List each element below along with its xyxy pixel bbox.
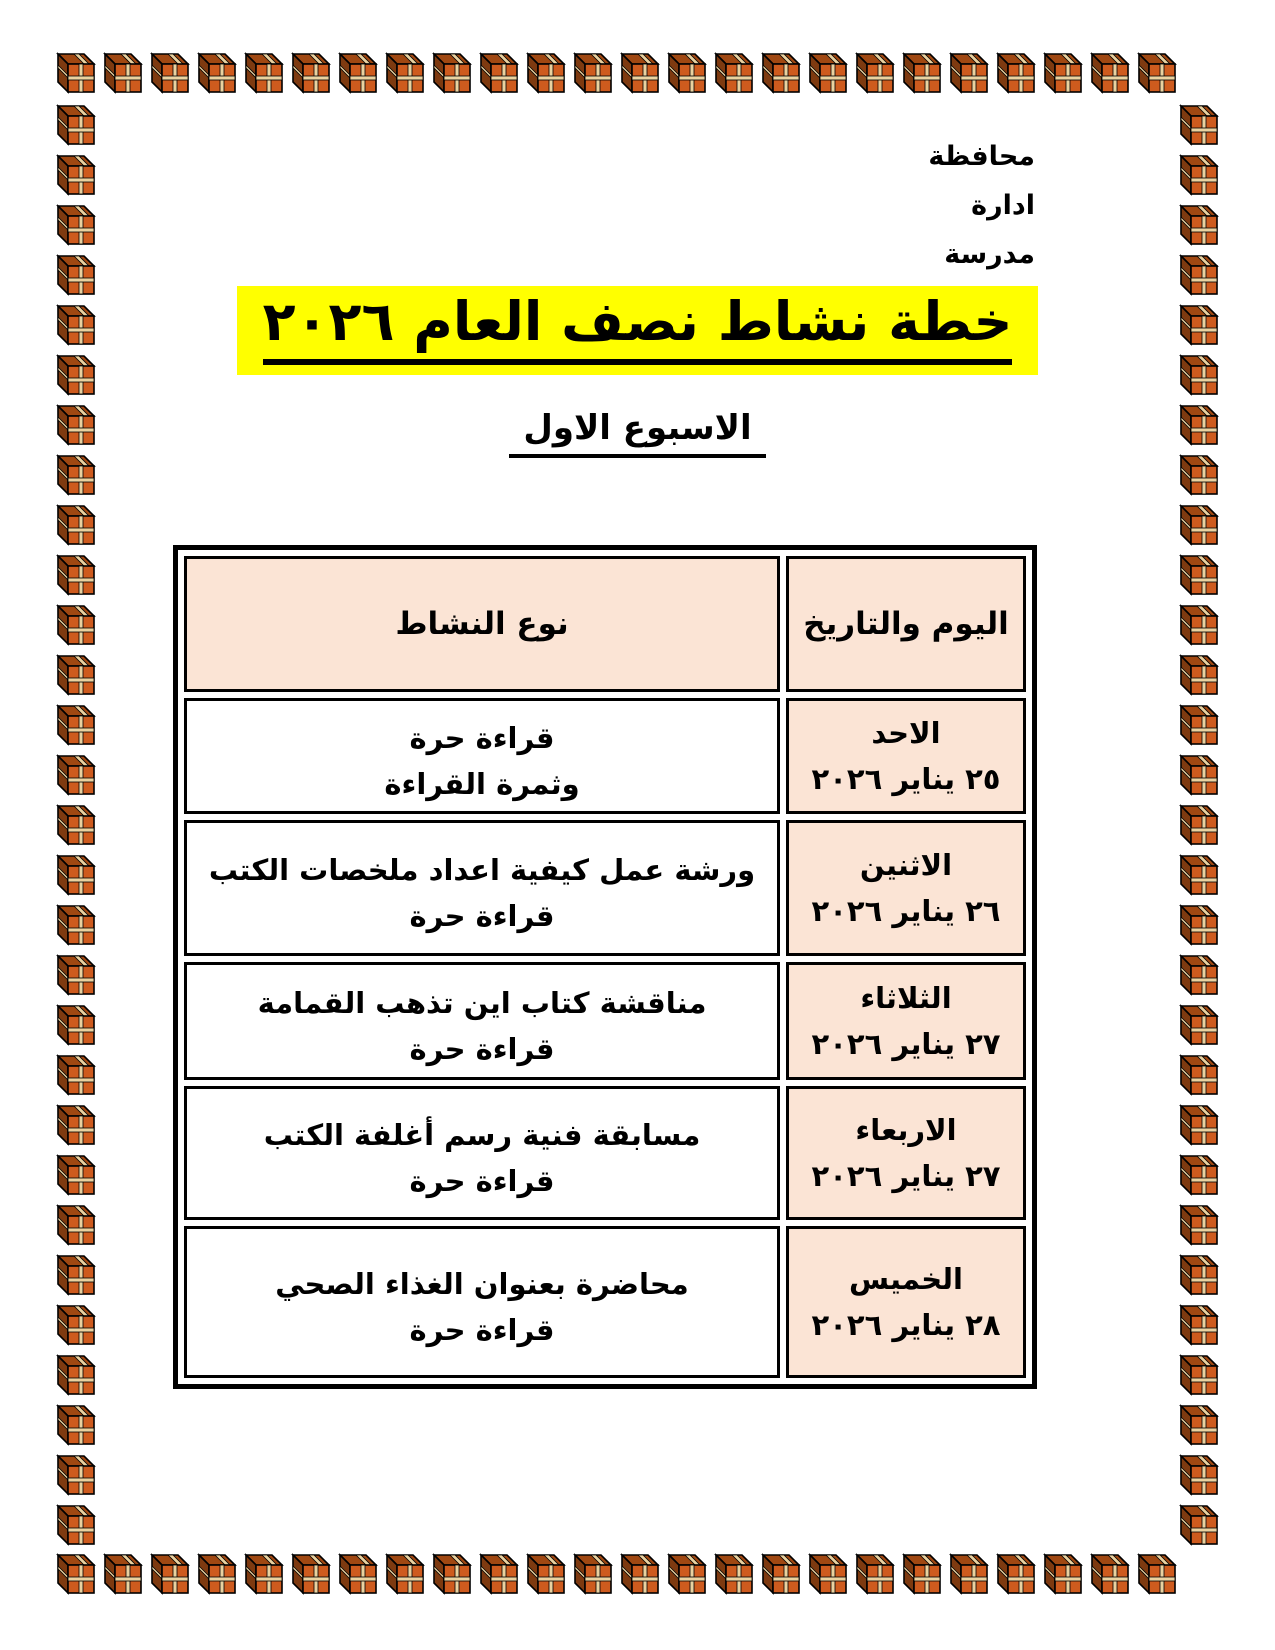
day-date: ٢٧ يناير ٢٠٢٦ xyxy=(811,1159,1001,1193)
day-date: ٢٧ يناير ٢٠٢٦ xyxy=(811,1027,1001,1061)
parcel-box-icon xyxy=(1178,1252,1220,1296)
parcel-box-icon xyxy=(1178,702,1220,746)
parcel-box-icon xyxy=(1178,1202,1220,1246)
activity-line: مسابقة فنية رسم أغلفة الكتب xyxy=(263,1118,701,1152)
parcel-box-icon xyxy=(572,1551,614,1595)
parcel-box-icon xyxy=(1178,1102,1220,1146)
parcel-box-icon xyxy=(55,1252,97,1296)
parcel-box-icon xyxy=(1178,752,1220,796)
parcel-box-icon xyxy=(55,702,97,746)
parcel-box-icon xyxy=(384,1551,426,1595)
parcel-box-icon xyxy=(1042,1551,1084,1595)
parcel-box-icon xyxy=(854,50,896,94)
parcel-box-icon xyxy=(572,50,614,94)
day-date-cell xyxy=(786,820,1026,956)
subtitle-row xyxy=(0,408,1275,458)
parcel-box-icon xyxy=(55,1002,97,1046)
parcel-box-icon xyxy=(901,50,943,94)
activity-line: قراءة حرة xyxy=(409,899,555,933)
day-date: ٢٥ يناير ٢٠٢٦ xyxy=(811,762,1001,796)
parcel-box-icon xyxy=(55,902,97,946)
parcel-box-icon xyxy=(55,1502,97,1546)
day-name: الثلاثاء xyxy=(860,981,952,1015)
org-line-school: مدرسة xyxy=(944,239,1035,270)
parcel-box-icon xyxy=(431,1551,473,1595)
parcel-box-icon xyxy=(713,1551,755,1595)
parcel-box-icon xyxy=(337,50,379,94)
activity-line: قراءة حرة xyxy=(409,1164,555,1198)
parcel-box-icon xyxy=(995,1551,1037,1595)
parcel-box-icon xyxy=(55,1352,97,1396)
parcel-box-icon xyxy=(619,1551,661,1595)
parcel-box-icon xyxy=(290,50,332,94)
parcel-box-icon xyxy=(713,50,755,94)
parcel-box-icon xyxy=(55,802,97,846)
parcel-box-icon xyxy=(55,1402,97,1446)
parcel-box-icon xyxy=(1178,1052,1220,1096)
parcel-box-icon xyxy=(149,1551,191,1595)
parcel-box-icon xyxy=(102,1551,144,1595)
activity-cell xyxy=(184,698,780,814)
parcel-box-icon xyxy=(478,1551,520,1595)
parcel-box-icon xyxy=(55,752,97,796)
parcel-box-icon xyxy=(55,1302,97,1346)
activity-cell xyxy=(184,1086,780,1220)
parcel-box-icon xyxy=(1042,50,1084,94)
parcel-box-icon xyxy=(1178,1302,1220,1346)
parcel-box-icon xyxy=(1178,452,1220,496)
parcel-box-icon xyxy=(55,1152,97,1196)
activity-line: ورشة عمل كيفية اعداد ملخصات الكتب xyxy=(208,853,756,887)
parcel-box-icon xyxy=(149,50,191,94)
table-row xyxy=(184,698,1026,814)
parcel-box-icon xyxy=(55,852,97,896)
parcel-box-icon xyxy=(1136,1551,1178,1595)
parcel-box-icon xyxy=(666,50,708,94)
parcel-box-icon xyxy=(478,50,520,94)
header-day-date: اليوم والتاريخ xyxy=(786,556,1026,692)
org-line-governorate: محافظة xyxy=(928,141,1035,172)
parcel-box-icon xyxy=(1178,902,1220,946)
org-header-block xyxy=(928,132,1035,279)
day-date: ٢٦ يناير ٢٠٢٦ xyxy=(811,894,1001,928)
day-date-cell xyxy=(786,962,1026,1080)
parcel-box-icon xyxy=(1178,552,1220,596)
parcel-box-icon xyxy=(243,1551,285,1595)
parcel-box-icon xyxy=(55,1551,97,1595)
parcel-box-icon xyxy=(55,102,97,146)
parcel-box-icon xyxy=(1178,952,1220,996)
parcel-box-icon xyxy=(1178,1152,1220,1196)
parcel-box-icon xyxy=(901,1551,943,1595)
parcel-box-icon xyxy=(619,50,661,94)
parcel-box-icon xyxy=(995,50,1037,94)
parcel-box-icon xyxy=(948,50,990,94)
parcel-box-icon xyxy=(55,602,97,646)
table-header-row xyxy=(184,556,1026,692)
parcel-box-icon xyxy=(525,50,567,94)
parcel-box-icon xyxy=(1178,1002,1220,1046)
parcel-box-icon xyxy=(1178,852,1220,896)
org-line-administration: ادارة xyxy=(971,190,1035,221)
parcel-box-icon xyxy=(1178,152,1220,196)
parcel-box-icon xyxy=(807,1551,849,1595)
parcel-box-icon xyxy=(807,50,849,94)
parcel-box-icon xyxy=(1089,1551,1131,1595)
activity-line: وثمرة القراءة xyxy=(384,767,580,801)
parcel-box-icon xyxy=(55,1052,97,1096)
day-date-cell xyxy=(786,1226,1026,1378)
parcel-box-icon xyxy=(55,1102,97,1146)
parcel-box-icon xyxy=(1136,50,1178,94)
parcel-box-icon xyxy=(1178,652,1220,696)
day-name: الخميس xyxy=(848,1262,963,1296)
parcel-box-icon xyxy=(55,452,97,496)
parcel-box-icon xyxy=(196,50,238,94)
parcel-box-icon xyxy=(55,652,97,696)
parcel-box-icon xyxy=(55,50,97,94)
parcel-box-icon xyxy=(55,552,97,596)
day-date-cell xyxy=(786,698,1026,814)
activity-line: قراءة حرة xyxy=(409,1313,555,1347)
page-subtitle: الاسبوع الاول xyxy=(509,408,765,458)
activity-plan-table xyxy=(173,545,1037,1389)
day-name: الاربعاء xyxy=(855,1113,957,1147)
header-activity-type: نوع النشاط xyxy=(184,556,780,692)
activity-cell xyxy=(184,1226,780,1378)
activity-line: مناقشة كتاب اين تذهب القمامة xyxy=(257,986,707,1020)
parcel-box-icon xyxy=(948,1551,990,1595)
table-row xyxy=(184,820,1026,956)
parcel-box-icon xyxy=(1178,802,1220,846)
parcel-box-icon xyxy=(1089,50,1131,94)
parcel-box-icon xyxy=(1178,1402,1220,1446)
table-row xyxy=(184,1086,1026,1220)
parcel-box-icon xyxy=(1178,1452,1220,1496)
activity-line: محاضرة بعنوان الغذاء الصحي xyxy=(275,1267,689,1301)
parcel-box-icon xyxy=(1178,602,1220,646)
parcel-box-icon xyxy=(55,202,97,246)
page-title: خطة نشاط نصف العام ٢٠٢٦ xyxy=(263,292,1013,365)
activity-line: قراءة حرة xyxy=(409,1032,555,1066)
parcel-box-icon xyxy=(1178,202,1220,246)
parcel-box-icon xyxy=(431,50,473,94)
parcel-box-icon xyxy=(525,1551,567,1595)
parcel-box-icon xyxy=(55,502,97,546)
parcel-box-icon xyxy=(1178,502,1220,546)
activity-cell xyxy=(184,820,780,956)
parcel-box-icon xyxy=(290,1551,332,1595)
day-date-cell xyxy=(786,1086,1026,1220)
parcel-box-icon xyxy=(1178,102,1220,146)
parcel-box-icon xyxy=(1178,1352,1220,1396)
parcel-box-icon xyxy=(243,50,285,94)
parcel-box-icon xyxy=(55,1202,97,1246)
parcel-box-icon xyxy=(854,1551,896,1595)
parcel-box-icon xyxy=(55,152,97,196)
activity-line: قراءة حرة xyxy=(409,721,555,755)
parcel-box-icon xyxy=(760,50,802,94)
parcel-box-icon xyxy=(666,1551,708,1595)
day-date: ٢٨ يناير ٢٠٢٦ xyxy=(811,1308,1001,1342)
parcel-box-icon xyxy=(55,1452,97,1496)
activity-cell xyxy=(184,962,780,1080)
parcel-box-icon xyxy=(384,50,426,94)
day-name: الاثنين xyxy=(859,848,953,882)
parcel-box-icon xyxy=(55,952,97,996)
parcel-box-icon xyxy=(337,1551,379,1595)
table-row xyxy=(184,1226,1026,1378)
day-name: الاحد xyxy=(871,716,941,750)
parcel-box-icon xyxy=(102,50,144,94)
table-row xyxy=(184,962,1026,1080)
parcel-box-icon xyxy=(1178,1502,1220,1546)
parcel-box-icon xyxy=(196,1551,238,1595)
parcel-box-icon xyxy=(760,1551,802,1595)
title-highlight xyxy=(237,286,1039,375)
title-row xyxy=(0,286,1275,375)
